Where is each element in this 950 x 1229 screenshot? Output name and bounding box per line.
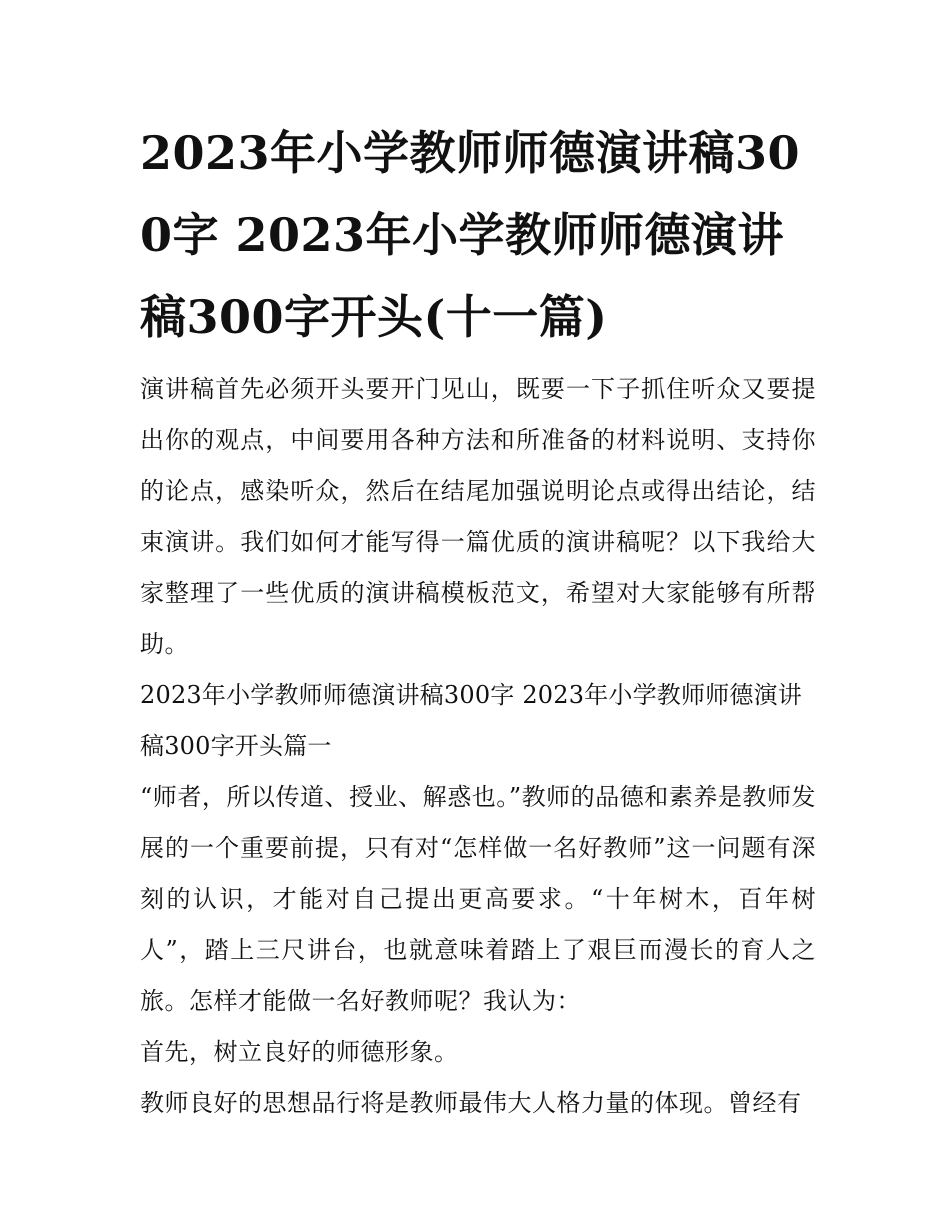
intro-paragraph: 演讲稿首先必须开头要开门见山，既要一下子抓住听众又要提出你的观点，中间要用各种方法和所准备的材料说明、支持你的论点，感染听众，然后在结尾加强说明论点或得出结论，结束演讲。我们如何才能写得一篇优质的演讲稿呢？以下我给大家整理了一些优质的演讲稿模板范文，希望对大家能够有所帮助。	[140, 375, 816, 658]
section-heading: 2023年小学教师师德演讲稿300字 2023年小学教师师德演讲稿300字开头篇一	[140, 681, 802, 760]
body-paragraph-2: 首先，树立良好的师德形象。	[140, 1038, 459, 1066]
document-title: 2023年小学教师师德演讲稿300字 2023年小学教师师德演讲稿300字开头(十一篇)	[140, 126, 801, 344]
document-page	[140, 112, 816, 1129]
body-paragraph-3: 教师良好的思想品行将是教师最伟大人格力量的体现。曾经有	[140, 1089, 802, 1117]
body-paragraph-1: “师者，所以传道、授业、解惑也。”教师的品德和素养是教师发展的一个重要前提，只有对“怎样做一名好教师”这一问题有深刻的认识，才能对自己提出更高要求。“十年树木，百年树人”，踏上三尺讲台，也就意味着踏上了艰巨而漫长的育人之旅。怎样才能做一名好教师呢？我认为：	[140, 783, 816, 1015]
